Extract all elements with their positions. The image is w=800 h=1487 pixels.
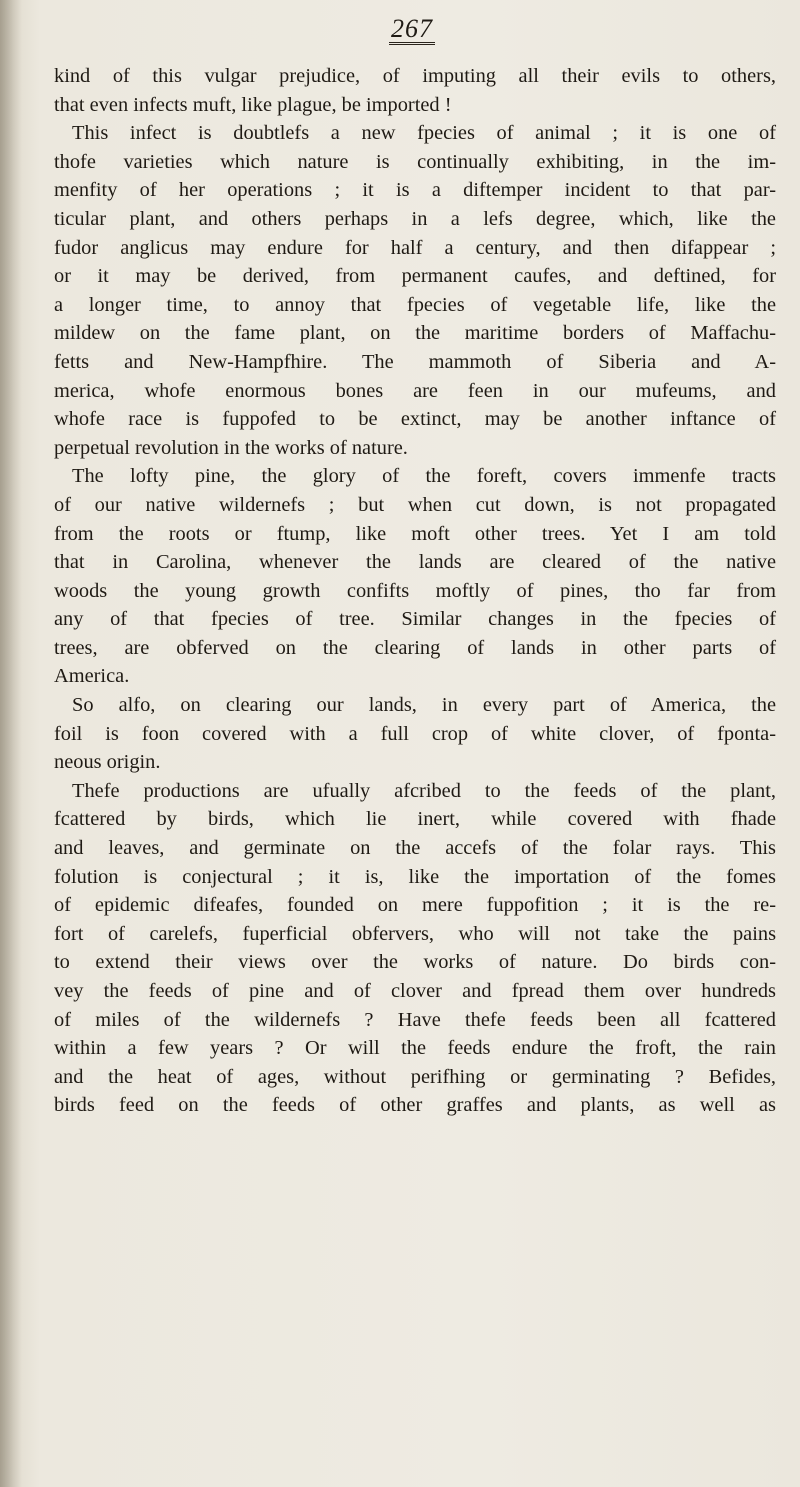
text-line: any of that fpecies of tree. Similar changes in the fpecies of bbox=[54, 608, 776, 631]
text-line: of our native wildernefs ; but when cut down, is not propagated bbox=[54, 493, 776, 516]
text-line: birds feed on the feeds of other graffes and plants, as well as bbox=[54, 1094, 776, 1117]
text-line: fort of carelefs, fuperficial obfervers, who will not take the pains bbox=[54, 922, 776, 945]
text-line: perpetual revolution in the works of nature. bbox=[54, 436, 408, 459]
text-line: of epidemic difeafes, founded on mere fuppofition ; it is the re- bbox=[54, 894, 776, 917]
text-line: menfity of her operations ; it is a diftemper incident to that par- bbox=[54, 179, 776, 202]
body-text bbox=[54, 62, 776, 1120]
text-line: a longer time, to annoy that fpecies of vegetable life, like the bbox=[54, 293, 776, 316]
text-line: trees, are obferved on the clearing of lands in other parts of bbox=[54, 636, 776, 659]
text-line: whofe race is fuppofed to be extinct, may be another inftance of bbox=[54, 408, 776, 431]
spine-shadow bbox=[0, 0, 22, 1487]
text-line: that even infects muft, like plague, be imported ! bbox=[54, 93, 452, 116]
text-line: of miles of the wildernefs ? Have thefe feeds been all fcattered bbox=[54, 1008, 776, 1031]
text-line: woods the young growth confifts moftly of pines, tho far from bbox=[54, 579, 776, 602]
text-line: fcattered by birds, which lie inert, while covered with fhade bbox=[54, 808, 776, 831]
text-line: America. bbox=[54, 665, 130, 688]
text-line: neous origin. bbox=[54, 751, 161, 774]
text-line: to extend their views over the works of nature. Do birds con- bbox=[54, 951, 776, 974]
page-number bbox=[0, 14, 800, 45]
text-line: fudor anglicus may endure for half a century, and then difappear ; bbox=[54, 236, 776, 259]
text-line: thofe varieties which nature is continually exhibiting, in the im- bbox=[54, 150, 776, 173]
text-line: or it may be derived, from permanent caufes, and deftined, for bbox=[54, 265, 776, 288]
text-line: The lofty pine, the glory of the foreft, covers immenfe tracts bbox=[72, 465, 776, 488]
text-line: vey the feeds of pine and of clover and fpread them over hundreds bbox=[54, 980, 776, 1002]
text-line: within a few years ? Or will the feeds endure the froft, the rain bbox=[54, 1037, 776, 1060]
text-line: So alfo, on clearing our lands, in every part of America, the bbox=[72, 694, 776, 717]
text-line: foil is foon covered with a full crop of white clover, of fponta- bbox=[54, 722, 776, 745]
text-line: ticular plant, and others perhaps in a lefs degree, which, like the bbox=[54, 207, 776, 230]
text-line: This infect is doubtlefs a new fpecies of animal ; it is one of bbox=[72, 122, 776, 145]
text-line: from the roots or ftump, like moft other trees. Yet I am told bbox=[54, 522, 776, 545]
text-line: folution is conjectural ; it is, like the importation of the fomes bbox=[54, 865, 776, 888]
text-line: kind of this vulgar prejudice, of imputing all their evils to others, bbox=[54, 65, 776, 87]
text-line: mildew on the fame plant, on the maritime borders of Maffachu- bbox=[54, 322, 776, 345]
text-line: that in Carolina, whenever the lands are cleared of the native bbox=[54, 551, 776, 574]
page-number-text: 267 bbox=[391, 14, 433, 43]
text-line: Thefe productions are ufually afcribed to the feeds of the plant, bbox=[72, 779, 776, 802]
text-line: and leaves, and germinate on the accefs of the folar rays. This bbox=[54, 837, 776, 860]
text-line: merica, whofe enormous bones are feen in our mufeums, and bbox=[54, 379, 776, 402]
text-line: and the heat of ages, without perifhing or germinating ? Befides, bbox=[54, 1065, 776, 1088]
text-line: fetts and New-Hampfhire. The mammoth of Siberia and A- bbox=[54, 350, 776, 373]
